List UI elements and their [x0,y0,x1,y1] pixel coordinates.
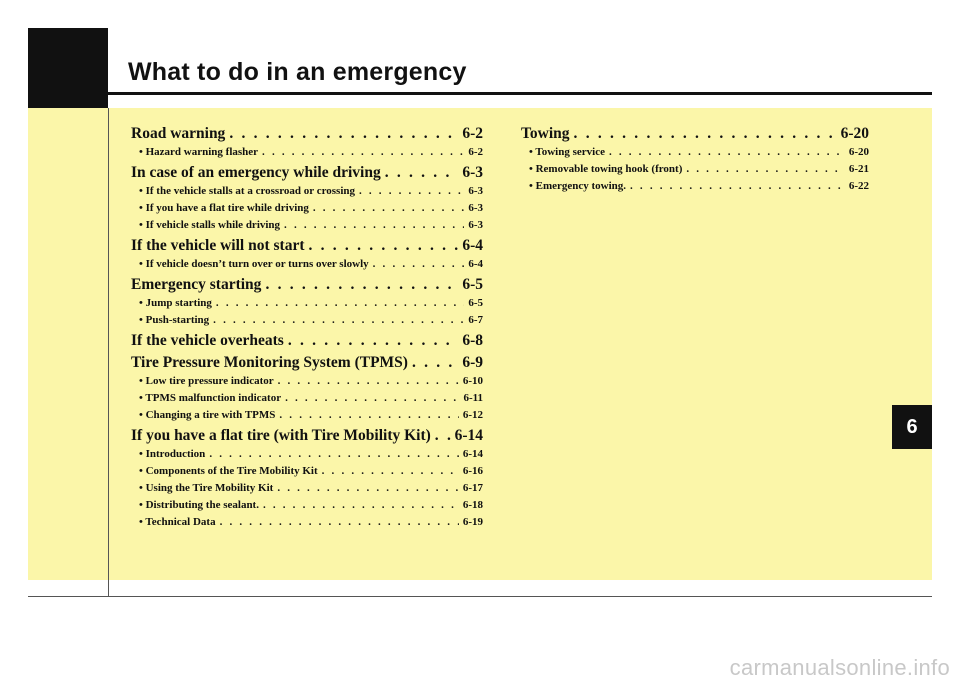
toc-subsection-entry[interactable] [131,312,483,329]
toc-leader-dots [313,200,464,217]
toc-entry-label: • Introduction [139,448,206,460]
toc-leader-dots [630,178,845,195]
toc-leader-dots [216,295,464,312]
toc-entry-label: Road warning [131,125,226,142]
toc-subsection-entry[interactable] [131,200,483,217]
toc-section-entry[interactable] [521,123,869,144]
toc-subsection-entry[interactable] [131,390,483,407]
watermark: carmanualsonline.info [729,655,950,680]
toc-subsection-entry[interactable] [131,373,483,390]
toc-entry-label: • If vehicle doesn’t turn over or turns over slowly [139,258,369,270]
toc-entry-page: 6-10 [462,375,483,387]
toc-subsection-entry[interactable] [131,217,483,234]
toc-subsection-entry[interactable] [521,144,869,161]
toc-entry-label: • Using the Tire Mobility Kit [139,482,274,494]
toc-leader-dots [262,144,464,161]
toc-entry-label: • Changing a tire with TPMS [139,409,276,421]
toc-entry-label: If the vehicle will not start [131,237,305,254]
toc-entry-page: 6-21 [848,163,869,175]
chapter-header-block [28,28,108,108]
toc-entry-page: 6-20 [840,125,869,142]
toc-entry-label: • Components of the Tire Mobility Kit [139,465,318,477]
toc-subsection-entry[interactable] [131,144,483,161]
toc-leader-dots [285,390,459,407]
toc-entry-label: Tire Pressure Monitoring System (TPMS) [131,354,408,371]
toc-subsection-entry[interactable] [131,480,483,497]
toc-subsection-entry[interactable] [131,295,483,312]
toc-entry-label: • Towing service [529,146,605,158]
toc-leader-dots [373,256,465,273]
toc-entry-label: If you have a flat tire (with Tire Mobility Kit) [131,427,431,444]
toc-leader-dots [277,480,458,497]
toc-section-entry[interactable] [131,425,483,446]
toc-leader-dots [308,235,458,256]
toc-leader-dots [359,183,464,200]
toc-section-entry[interactable] [131,274,483,295]
toc-leader-dots [229,123,458,144]
toc-entry-page: 6-11 [463,392,483,404]
toc-entry-label: • Technical Data [139,516,216,528]
toc-entry-page: 6-7 [468,314,483,326]
toc-entry-label: In case of an emergency while driving [131,164,381,181]
toc-leader-dots [609,144,845,161]
toc-subsection-entry[interactable] [131,463,483,480]
toc-leader-dots [686,161,844,178]
toc-entry-label: • Jump starting [139,297,212,309]
toc-leader-dots [412,352,458,373]
toc-section-entry[interactable] [131,352,483,373]
toc-leader-dots [288,330,459,351]
toc-entry-page: 6-22 [848,180,869,192]
toc-entry-label: Emergency starting [131,276,262,293]
toc-entry-label: • Push-starting [139,314,210,326]
toc-entry-label: • If the vehicle stalls at a crossroad or crossing [139,185,355,197]
toc-entry-label: • TPMS malfunction indicator [139,392,282,404]
toc-entry-page: 6-3 [468,202,483,214]
toc-leader-dots [284,217,464,234]
toc-left-column [131,122,483,531]
toc-leader-dots [213,312,464,329]
toc-entry-page: 6-4 [468,258,483,270]
title-underline [108,92,932,95]
toc-entry-page: 6-3 [462,164,483,181]
toc-entry-label: • If vehicle stalls while driving [139,219,281,231]
toc-entry-label: • Emergency towing. [529,180,627,192]
toc-subsection-entry[interactable] [521,161,869,178]
toc-entry-page: 6-18 [462,499,483,511]
toc-leader-dots [265,274,458,295]
toc-subsection-entry[interactable] [521,178,869,195]
toc-subsection-entry[interactable] [131,183,483,200]
toc-right-column [521,122,869,195]
toc-entry-label: • Distributing the sealant. [139,499,259,511]
toc-entry-label: • If you have a flat tire while driving [139,202,309,214]
chapter-tab[interactable]: 6 [892,405,932,449]
toc-subsection-entry[interactable] [131,407,483,424]
toc-section-entry[interactable] [131,123,483,144]
toc-entry-label: Towing [521,125,570,142]
toc-entry-page: 6-3 [468,185,483,197]
toc-entry-page: 6-9 [462,354,483,371]
page-title: What to do in an emergency [128,58,467,86]
toc-entry-page: 6-2 [462,125,483,142]
toc-entry-label: If the vehicle overheats [131,332,284,349]
toc-entry-page: 6-17 [462,482,483,494]
toc-section-entry[interactable] [131,235,483,256]
toc-entry-page: 6-2 [468,146,483,158]
toc-entry-page: 6-20 [848,146,869,158]
toc-entry-page: 6-19 [462,516,483,528]
toc-leader-dots [263,497,459,514]
toc-entry-page: 6-3 [468,219,483,231]
toc-entry-page: 6-5 [462,276,483,293]
toc-leader-dots [278,373,459,390]
toc-entry-label: • Hazard warning flasher [139,146,259,158]
toc-leader-dots [385,162,459,183]
bottom-rule [28,596,932,597]
toc-leader-dots [574,123,837,144]
toc-entry-page: 6-14 [462,448,483,460]
toc-entry-page: 6-16 [462,465,483,477]
toc-entry-label: • Low tire pressure indicator [139,375,274,387]
toc-leader-dots [209,446,459,463]
toc-leader-dots [435,425,451,446]
toc-subsection-entry[interactable] [131,256,483,273]
toc-subsection-entry[interactable] [131,497,483,514]
toc-section-entry[interactable] [131,162,483,183]
toc-entry-page: 6-5 [468,297,483,309]
toc-section-entry[interactable] [131,330,483,351]
toc-subsection-entry[interactable] [131,514,483,531]
toc-leader-dots [279,407,458,424]
toc-entry-page: 6-8 [462,332,483,349]
toc-entry-page: 6-12 [462,409,483,421]
toc-leader-dots [322,463,459,480]
toc-entry-label: • Removable towing hook (front) [529,163,683,175]
margin-rule [108,108,109,596]
toc-subsection-entry[interactable] [131,446,483,463]
toc-leader-dots [220,514,459,531]
toc-entry-page: 6-14 [454,427,483,444]
toc-entry-page: 6-4 [462,237,483,254]
